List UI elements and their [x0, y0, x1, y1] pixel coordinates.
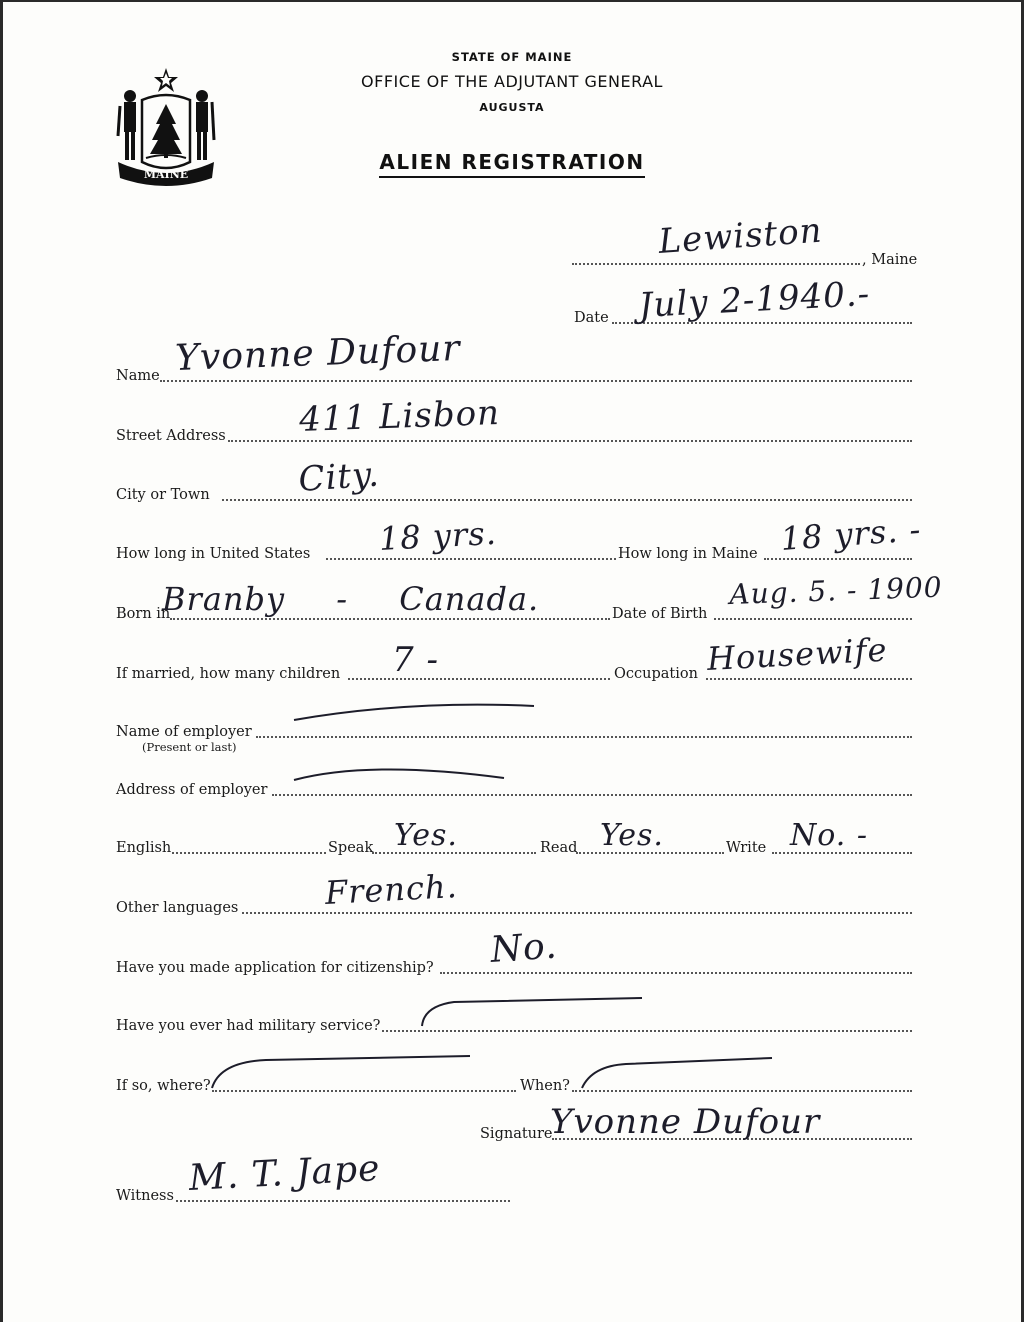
where-dash-stroke	[206, 1052, 476, 1092]
name-handwritten: Yvonne Dufour	[174, 328, 462, 379]
employer-address-line	[272, 794, 912, 796]
born-label: Born in	[116, 606, 171, 622]
military-label: Have you ever had military service?	[116, 1018, 381, 1034]
street-line	[228, 440, 912, 442]
military-dash-stroke	[414, 996, 648, 1030]
city-handwritten: City.	[297, 454, 381, 500]
english-line	[172, 852, 326, 854]
seal-banner-text: MAINE	[143, 168, 189, 181]
read-label: Read	[540, 840, 578, 856]
dob-line	[714, 618, 912, 620]
write-handwritten: No. -	[790, 818, 868, 853]
witness-handwritten: M. T. Jape	[187, 1148, 382, 1199]
children-handwritten: 7 -	[392, 640, 439, 680]
born-handwritten: Branby - Canada.	[162, 580, 540, 618]
employer-label: Name of employer	[116, 724, 252, 740]
other-languages-handwritten: French.	[324, 867, 459, 912]
citizenship-label: Have you made application for citizenship?	[116, 960, 434, 976]
where-label: If so, where?	[116, 1078, 211, 1094]
other-languages-line	[242, 912, 912, 914]
form-title-text: ALIEN REGISTRATION	[379, 150, 644, 178]
place-suffix-label: , Maine	[862, 252, 918, 268]
city-label: City or Town	[116, 487, 210, 503]
name-label: Name	[116, 368, 160, 384]
date-handwritten: July 2-1940.-	[637, 273, 872, 326]
how-long-maine-handwritten: 18 yrs. -	[779, 510, 923, 558]
witness-line	[176, 1200, 510, 1202]
other-languages-label: Other languages	[116, 900, 239, 916]
english-label: English	[116, 840, 172, 856]
when-label: When?	[520, 1078, 570, 1094]
date-label: Date	[574, 310, 609, 326]
witness-label: Witness	[116, 1188, 174, 1204]
signature-label: Signature	[480, 1126, 553, 1142]
children-line	[348, 678, 610, 680]
employer-address-label: Address of employer	[116, 782, 268, 798]
speak-handwritten: Yes.	[394, 818, 458, 853]
how-long-us-label: How long in United States	[116, 546, 311, 562]
header-state: STATE OF MAINE	[451, 50, 573, 64]
street-label: Street Address	[116, 428, 226, 444]
when-dash-stroke	[576, 1054, 776, 1094]
occupation-label: Occupation	[614, 666, 698, 682]
employer-address-dash-stroke	[290, 756, 510, 786]
name-line	[160, 380, 912, 382]
born-line	[170, 618, 610, 620]
header-city: AUGUSTA	[479, 101, 545, 114]
city-line	[222, 499, 912, 501]
street-handwritten: 411 Lisbon	[298, 393, 501, 440]
citizenship-line	[440, 972, 912, 974]
military-line	[382, 1030, 912, 1032]
place-handwritten: Lewiston	[657, 210, 824, 262]
dob-label: Date of Birth	[612, 606, 708, 622]
dob-handwritten: Aug. 5. - 1900	[728, 570, 944, 611]
employer-dash-stroke	[290, 696, 540, 726]
occupation-handwritten: Housewife	[706, 630, 889, 678]
write-label: Write	[726, 840, 767, 856]
signature-handwritten: Yvonne Dufour	[550, 1102, 821, 1142]
how-long-us-handwritten: 18 yrs.	[378, 513, 498, 558]
read-handwritten: Yes.	[600, 818, 664, 853]
employer-sub-label: (Present or last)	[142, 740, 237, 754]
speak-label: Speak	[328, 840, 374, 856]
header-office: OFFICE OF THE ADJUTANT GENERAL	[361, 72, 663, 91]
how-long-maine-line	[764, 558, 912, 560]
children-label: If married, how many children	[116, 666, 341, 682]
employer-line	[256, 736, 912, 738]
citizenship-handwritten: No.	[489, 925, 559, 971]
state-seal-logo	[112, 66, 220, 190]
how-long-us-line	[326, 558, 616, 560]
occupation-line	[706, 678, 912, 680]
how-long-maine-label: How long in Maine	[618, 546, 758, 562]
place-line	[572, 263, 860, 265]
